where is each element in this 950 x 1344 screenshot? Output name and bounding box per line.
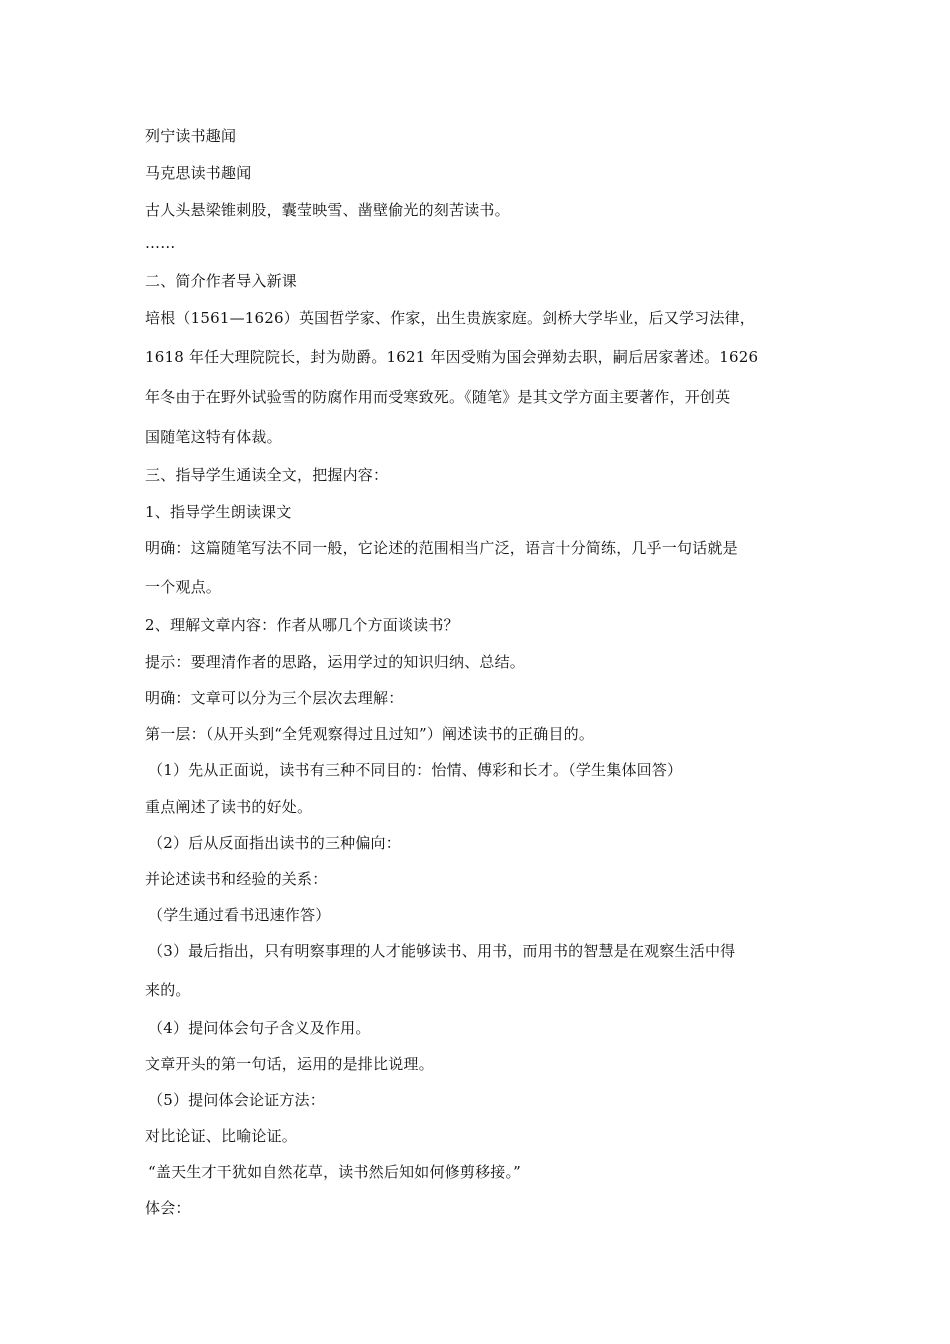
text-line: 马克思读书趣闻 bbox=[145, 164, 252, 182]
text-line: …… bbox=[145, 234, 176, 252]
text-line: “盖天生才干犹如自然花草，读书然后知如何修剪移接。” bbox=[148, 1163, 522, 1181]
text-line: 2、理解文章内容：作者从哪几个方面谈读书？ bbox=[145, 616, 459, 634]
text-line: （3）最后指出，只有明察事理的人才能够读书、用书，而用书的智慧是在观察生活中得 bbox=[148, 942, 736, 960]
text-line: 文章开头的第一句话，运用的是排比说理。 bbox=[145, 1055, 434, 1073]
text-line: （4）提问体会句子含义及作用。 bbox=[148, 1019, 371, 1037]
text-line: 明确：这篇随笔写法不同一般，它论述的范围相当广泛，语言十分简练，几乎一句话就是 bbox=[145, 539, 738, 557]
text-line: （1）先从正面说，读书有三种不同目的：怡情、傅彩和长才。（学生集体回答） bbox=[148, 761, 683, 779]
section-heading: 三、指导学生通读全文，把握内容： bbox=[145, 466, 389, 484]
text-line: 对比论证、比喻论证。 bbox=[145, 1127, 298, 1145]
text-line: 培根（1561—1626）英国哲学家、作家，出生贵族家庭。剑桥大学毕业，后又学习法律， bbox=[145, 309, 755, 327]
text-line: 明确：文章可以分为三个层次去理解： bbox=[145, 689, 404, 707]
text-line: 国随笔这特有体裁。 bbox=[145, 428, 282, 446]
text-line: 来的。 bbox=[145, 981, 191, 999]
text-line: 一个观点。 bbox=[145, 578, 222, 596]
text-line: （2）后从反面指出读书的三种偏向： bbox=[148, 834, 401, 852]
text-line: 年冬由于在野外试验雪的防腐作用而受寒致死。《随笔》是其文学方面主要著作，开创英 bbox=[145, 388, 731, 406]
text-line: （学生通过看书迅速作答） bbox=[148, 906, 331, 924]
text-line: 提示：要理清作者的思路，运用学过的知识归纳、总结。 bbox=[145, 653, 526, 671]
section-heading: 二、简介作者导入新课 bbox=[145, 272, 298, 290]
text-line: 体会： bbox=[145, 1199, 191, 1217]
text-line: 古人头悬梁锥刺股，囊莹映雪、凿壁偷光的刻苦读书。 bbox=[145, 201, 510, 219]
text-line: 重点阐述了读书的好处。 bbox=[145, 798, 313, 816]
text-line: 第一层：（从开头到“全凭观察得过且过知”）阐述读书的正确目的。 bbox=[145, 725, 595, 743]
text-line: 并论述读书和经验的关系： bbox=[145, 870, 328, 888]
text-line: 1618 年任大理院院长，封为勋爵。1621 年因受贿为国会弹劾去职，嗣后居家著述。1626 bbox=[145, 348, 759, 366]
text-line: （5）提问体会论证方法： bbox=[148, 1091, 325, 1109]
text-line: 列宁读书趣闻 bbox=[145, 127, 237, 145]
text-line: 1、指导学生朗读课文 bbox=[145, 503, 292, 521]
